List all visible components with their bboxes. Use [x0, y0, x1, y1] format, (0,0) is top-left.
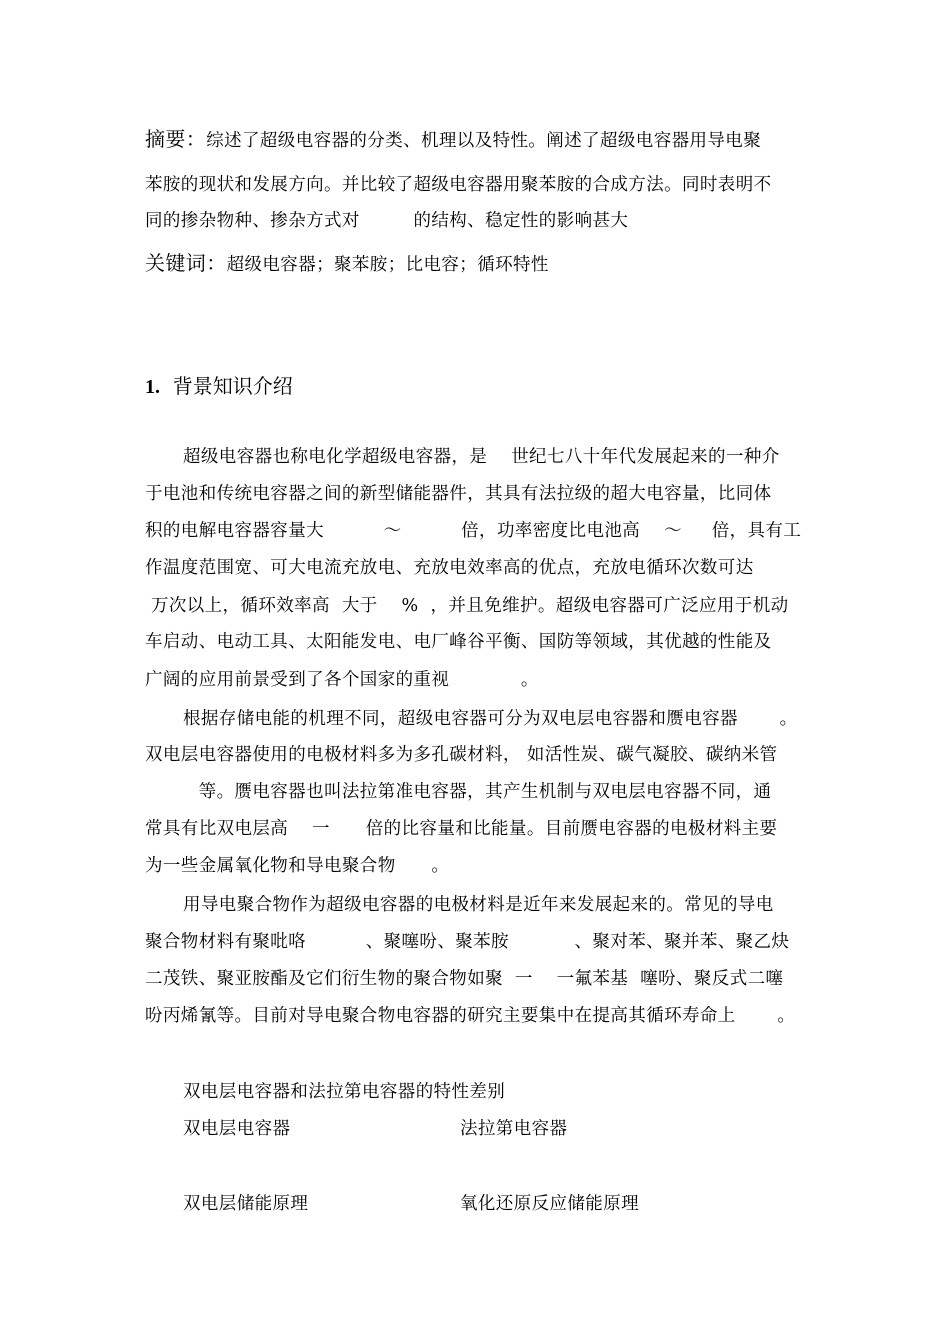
paragraph-1-line-7: 广阔的应用前景受到了各个国家的重视 。	[145, 670, 539, 690]
paragraph-2-line-5: 为一些金属氧化物和导电聚合物 。	[145, 856, 450, 876]
keywords-label: 关键词：	[145, 251, 227, 275]
keywords-line	[145, 251, 549, 277]
table-caption: 双电层电容器和法拉第电容器的特性差别	[183, 1082, 506, 1102]
section-title: 背景知识介绍	[172, 374, 293, 398]
keywords-text: 超级电容器；聚苯胺；比电容；循环特性	[226, 255, 549, 275]
paragraph-3-line-4: 吩丙烯氰等。目前对导电聚合物电容器的研究主要集中在提高其循环寿命上 。	[145, 1006, 796, 1026]
paragraph-2-line-2: 双电层电容器使用的电极材料多为多孔碳材料， 如活性炭、碳气凝胶、碳纳米管	[145, 745, 778, 765]
paragraph-2-line-4: 常具有比双电层高 一 倍的比容量和比能量。目前赝电容器的电极材料主要	[145, 819, 778, 839]
paragraph-1-line-3: 积的电解电容器容量大 ～ 倍，功率密度比电池高 ～ 倍，具有工	[145, 521, 802, 541]
paragraph-3-line-3: 二茂铁、聚亚胺酯及它们衍生物的聚合物如聚 一 一氟苯基 噻吩、聚反式二噻	[145, 969, 784, 989]
paragraph-1-line-4: 作温度范围宽、可大电流充放电、充放电效率高的优点，充放电循环次数可达	[145, 558, 754, 578]
abstract-label: 摘要：	[145, 127, 207, 151]
paragraph-2-line-3: 等。赝电容器也叫法拉第准电容器，其产生机制与双电层电容器不同，通	[145, 782, 772, 802]
table-header-left: 双电层电容器	[183, 1119, 291, 1139]
paragraph-1-line-1: 超级电容器也称电化学超级电容器，是 世纪七八十年代发展起来的一种介	[183, 447, 780, 467]
paragraph-1-line-6: 车启动、电动工具、太阳能发电、电厂峰谷平衡、国防等领域，其优越的性能及	[145, 632, 772, 652]
section-heading	[145, 373, 293, 400]
abstract-text: 综述了超级电容器的分类、机理以及特性。阐述了超级电容器用导电聚	[206, 131, 762, 151]
table-cell: 氧化还原反应储能原理	[460, 1194, 639, 1214]
abstract-line-1	[145, 127, 761, 153]
section-number: 1.	[145, 376, 160, 398]
table-header-right: 法拉第电容器	[460, 1119, 568, 1139]
abstract-line-2: 苯胺的现状和发展方向。并比较了超级电容器用聚苯胺的合成方法。同时表明不	[145, 175, 772, 195]
table-cell: 双电层储能原理	[183, 1194, 309, 1214]
paragraph-3-line-2: 聚合物材料有聚吡咯 、聚噻吩、聚苯胺 、聚对苯、聚并苯、聚乙炔	[145, 932, 790, 952]
paragraph-1-line-2: 于电池和传统电容器之间的新型储能器件，其具有法拉级的超大电容量，比同体	[145, 484, 772, 504]
paragraph-2-line-1: 根据存储电能的机理不同，超级电容器可分为双电层电容器和赝电容器 。	[183, 709, 798, 729]
paragraph-1-line-5: 万次以上，循环效率高 大于 % ，并且免维护。超级电容器可广泛应用于机动	[145, 596, 789, 616]
paragraph-3-line-1: 用导电聚合物作为超级电容器的电极材料是近年来发展起来的。常见的导电	[183, 895, 774, 915]
abstract-line-3: 同的掺杂物种、掺杂方式对 的结构、稳定性的影响甚大	[145, 211, 629, 231]
